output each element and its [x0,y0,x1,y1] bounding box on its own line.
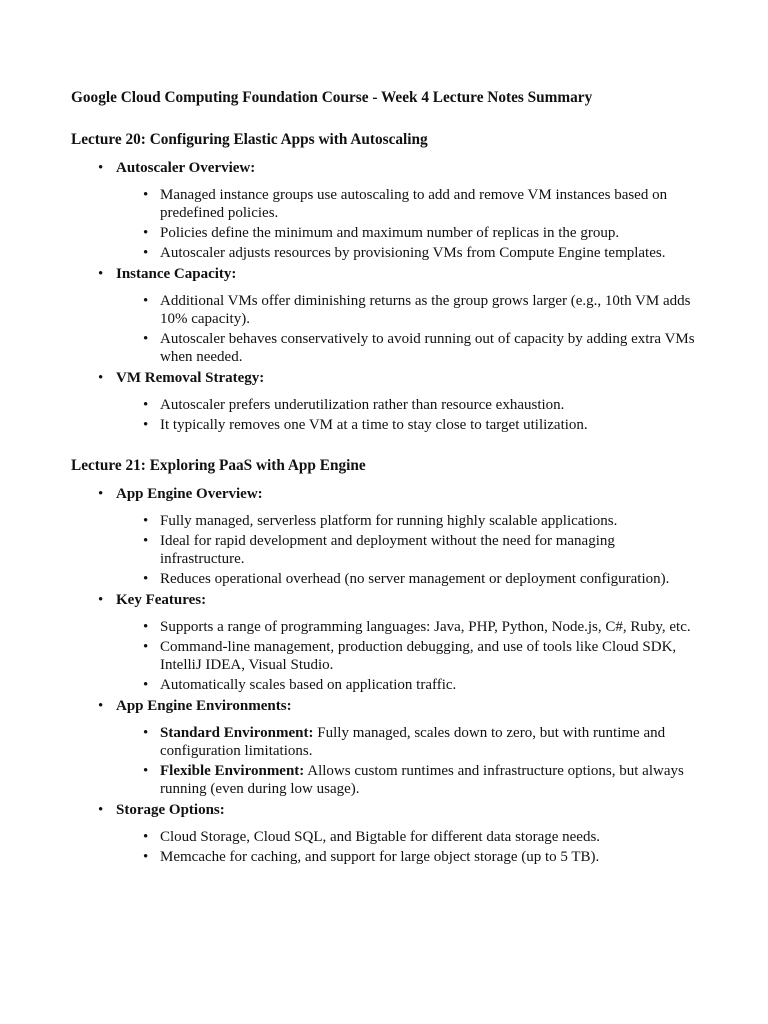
topic-title: • App Engine Environments: [116,698,292,714]
point-label: Flexible Environment: [160,763,305,779]
topic-key-features [71,590,698,694]
point-list [116,618,698,694]
list-item-flexible-environment [116,762,698,798]
list-item: • Command-line management, production debugging, and use of tools like Cloud SDK, IntelliJ IDEA, Visual Studio. [116,638,698,674]
list-item: • Autoscaler adjusts resources by provisioning VMs from Compute Engine templates. [116,244,698,262]
topic-title: • Instance Capacity: [116,266,237,282]
list-item: • Memcache for caching, and support for large object storage (up to 5 TB). [116,848,698,866]
point-list [116,396,698,434]
topic-list [71,484,698,866]
topic-vm-removal-strategy [71,368,698,434]
point-list [116,292,698,366]
list-item: • Cloud Storage, Cloud SQL, and Bigtable for different data storage needs. [116,828,698,846]
list-item: • Managed instance groups use autoscaling to add and remove VM instances based on predefined policies. [116,186,698,222]
topic-title: • App Engine Overview: [116,486,263,502]
list-item: • Automatically scales based on application traffic. [116,676,698,694]
topic-title: • Storage Options: [116,802,225,818]
topic-title: • VM Removal Strategy: [116,370,265,386]
topic-title: • Autoscaler Overview: [116,160,256,176]
lecture-title: Lecture 20: Configuring Elastic Apps with Autoscaling [71,131,428,148]
point-list [116,512,698,588]
point-text: Fully managed, scales down to zero, but with runtime and configuration limitations. [160,725,666,759]
list-item: • Fully managed, serverless platform for running highly scalable applications. [116,512,698,530]
list-item: • Policies define the minimum and maximum number of replicas in the group. [116,224,698,242]
list-item: • Autoscaler behaves conservatively to avoid running out of capacity by adding extra VMs when needed. [116,330,698,366]
list-item: • Supports a range of programming languages: Java, PHP, Python, Node.js, C#, Ruby, etc. [116,618,698,636]
point-list [116,186,698,262]
lecture-title: Lecture 21: Exploring PaaS with App Engine [71,457,366,474]
topic-app-engine-environments [71,696,698,798]
list-item: • Autoscaler prefers underutilization rather than resource exhaustion. [116,396,698,414]
topic-autoscaler-overview [71,158,698,262]
list-item: • Additional VMs offer diminishing returns as the group grows larger (e.g., 10th VM adds 10% capacity). [116,292,698,328]
list-item: • It typically removes one VM at a time to stay close to target utilization. [116,416,698,434]
list-item: • Ideal for rapid development and deployment without the need for managing infrastructure. [116,532,698,568]
topic-title: • Key Features: [116,592,207,608]
point-list [116,724,698,798]
list-item-standard-environment [116,724,698,760]
topic-list [71,158,698,434]
topic-instance-capacity [71,264,698,366]
lecture-20-section [71,130,698,434]
point-list [116,828,698,866]
point-text: Allows custom runtimes and infrastructure options, but always running (even during low usage). [160,763,684,797]
topic-storage-options [71,800,698,866]
document-title: Google Cloud Computing Foundation Course - Week 4 Lecture Notes Summary [71,89,593,106]
topic-app-engine-overview [71,484,698,588]
lecture-21-section [71,456,698,866]
list-item: • Reduces operational overhead (no server management or deployment configuration). [116,570,698,588]
point-label: Standard Environment: [160,725,314,741]
